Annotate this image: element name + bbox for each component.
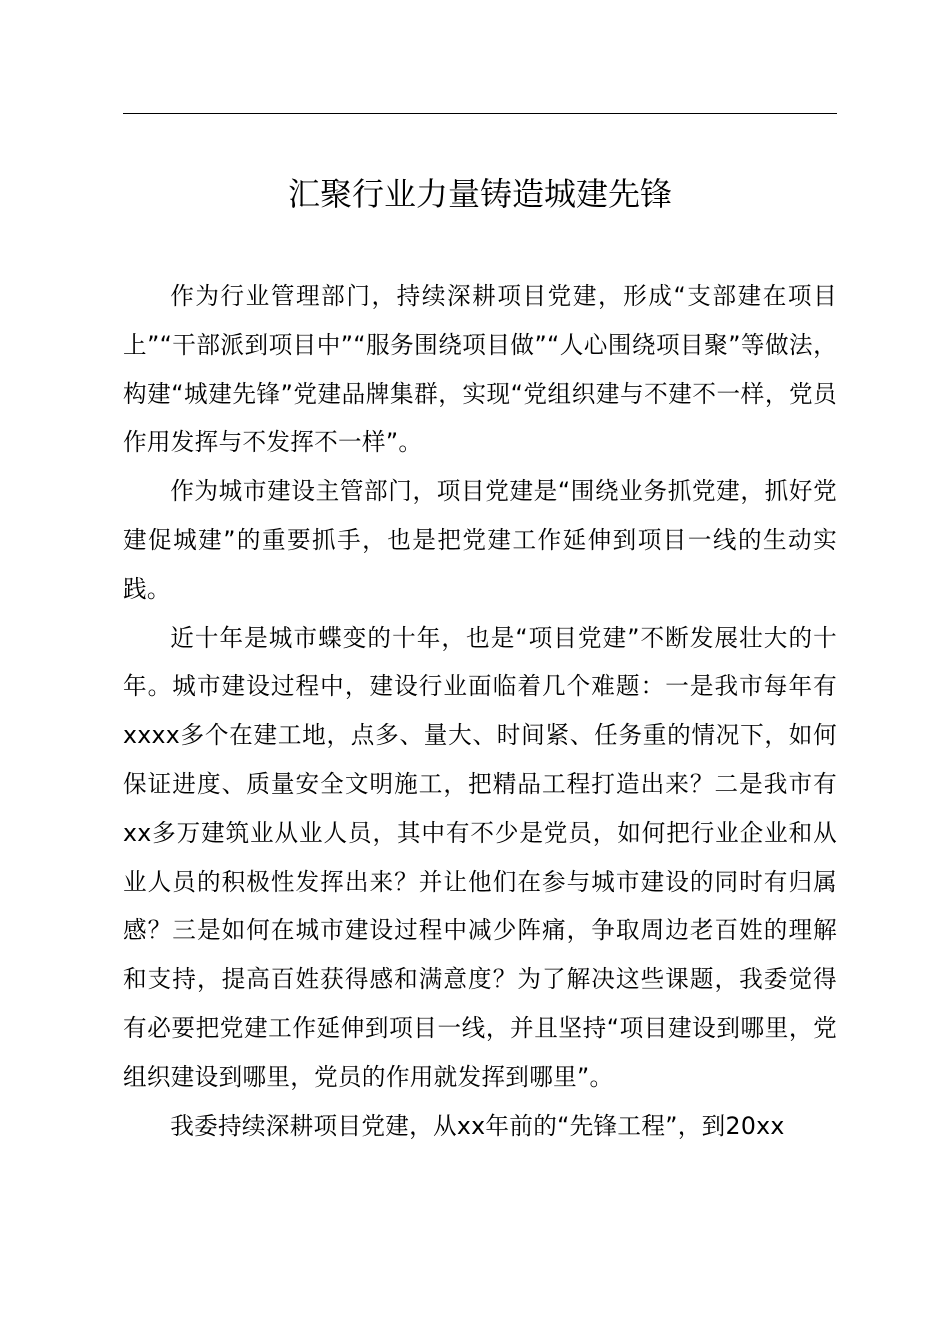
header-rule	[123, 113, 837, 114]
paragraph-1: 作为行业管理部门，持续深耕项目党建，形成“支部建在项目上”“干部派到项目中”“服务围绕项目做”“人心围绕项目聚”等做法，构建“城建先锋”党建品牌集群，实现“党组织建与不建不一样，党员作用发挥与不发挥不一样”。	[123, 282, 837, 457]
document-title: 汇聚行业力量铸造城建先锋	[287, 175, 672, 213]
paragraph-3: 近十年是城市蝶变的十年，也是“项目党建”不断发展壮大的十年。城市建设过程中，建设行业面临着几个难题：一是我市每年有xxxx多个在建工地，点多、量大、时间紧、任务重的情况下，如何保证进度、质量安全文明施工，把精品工程打造出来？二是我市有xx多万建筑业从业人员，其中有不少是党员，如何把行业企业和从业人员的积极性发挥出来？并让他们在参与城市建设的同时有归属感？三是如何在城市建设过程中减少阵痛，争取周边老百姓的理解和支持，提高百姓获得感和满意度？为了解决这些课题，我委觉得有必要把党建工作延伸到项目一线，并且坚持“项目建设到哪里，党组织建设到哪里，党员的作用就发挥到哪里”。	[123, 623, 837, 1091]
document-body	[123, 272, 837, 1150]
paragraph-4: 我委持续深耕项目党建，从xx年前的“先锋工程”，到20xx	[170, 1111, 785, 1140]
paragraph-2: 作为城市建设主管部门，项目党建是“围绕业务抓党建，抓好党建促城建”的重要抓手，也是把党建工作延伸到项目一线的生动实践。	[123, 477, 837, 603]
